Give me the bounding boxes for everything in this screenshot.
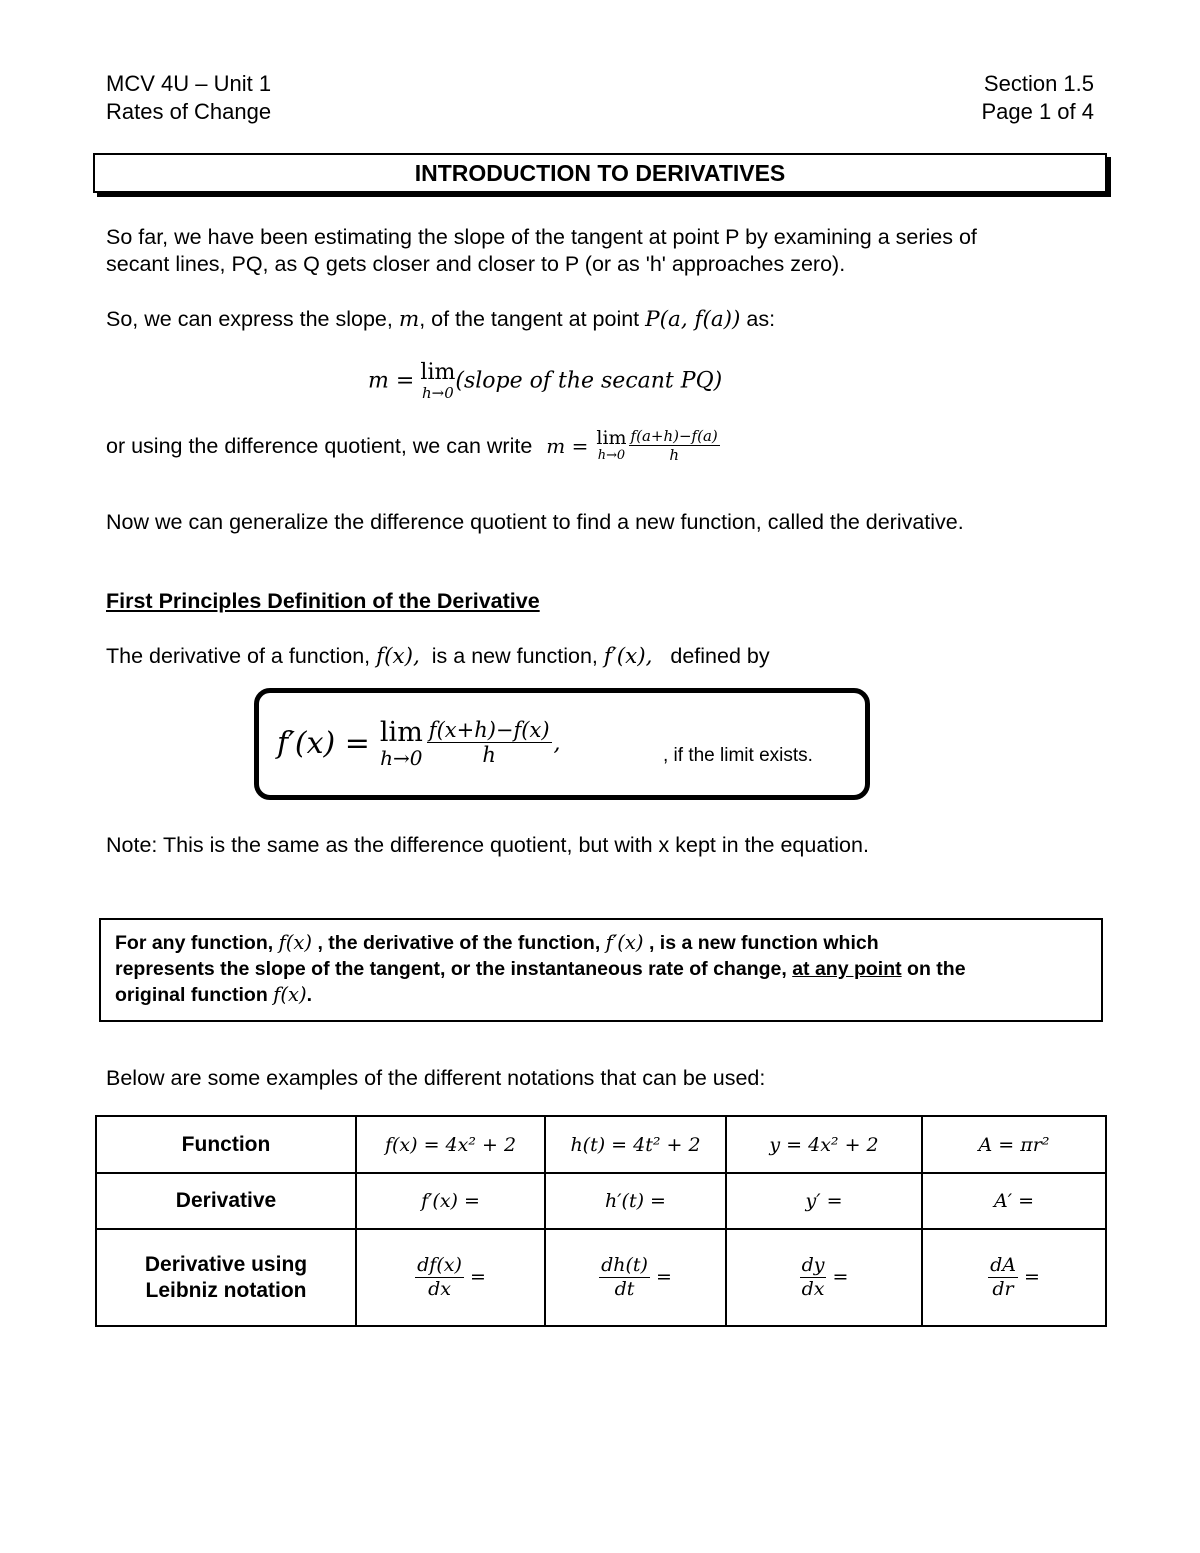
limit-lhs: m = — [368, 368, 415, 394]
table-row-derivative — [96, 1173, 1106, 1229]
definition-formula — [277, 707, 561, 779]
leibniz-eq: = — [656, 1265, 672, 1288]
definition-sentence — [106, 643, 1106, 670]
derivative-cell: y′ = — [726, 1173, 922, 1229]
formula-lhs: f′(x) = — [277, 725, 370, 761]
def-text-1: The derivative of a function, — [106, 644, 371, 668]
notations-intro: Below are some examples of the different notations that can be used: — [106, 1066, 766, 1090]
leibniz-num: dy — [801, 1253, 825, 1276]
summary-fpx: f′(x) — [605, 931, 644, 954]
function-cell: f(x) = 4x² + 2 — [356, 1116, 545, 1173]
summary-text-2: , the derivative of the function, — [317, 932, 601, 954]
leibniz-cell — [545, 1229, 726, 1326]
intro-line-1: So far, we have been estimating the slope of the tangent at point P by examining a series of — [106, 225, 977, 249]
function-cell: h(t) = 4t² + 2 — [545, 1116, 726, 1173]
leibniz-fraction — [988, 1255, 1018, 1301]
function-cell: y = 4x² + 2 — [726, 1116, 922, 1173]
slope-text-2: , of the tangent at point — [419, 307, 640, 331]
formula-fraction — [427, 718, 552, 768]
row-label-function: Function — [96, 1116, 356, 1173]
derivative-cell: f′(x) = — [356, 1173, 545, 1229]
formula-comma: , — [553, 730, 561, 756]
intro-paragraph — [106, 224, 1106, 278]
leibniz-num: dh(t) — [601, 1253, 648, 1276]
intro-line-2: secant lines, PQ, as Q gets closer and closer to P (or as 'h' approaches zero). — [106, 252, 846, 276]
dq-lhs: m = — [546, 434, 589, 459]
leibniz-eq: = — [469, 1265, 486, 1288]
def-fpx: f′(x), — [603, 644, 653, 669]
row-label-leibniz — [96, 1229, 356, 1326]
summary-line-3 — [115, 982, 1087, 1008]
slope-var: m — [398, 307, 420, 332]
difference-quotient-line — [106, 428, 720, 464]
lim-subscript: h→0 — [422, 384, 454, 402]
leibniz-num: df(x) — [417, 1253, 462, 1276]
leibniz-den: dt — [614, 1277, 635, 1300]
table-row-leibniz — [96, 1229, 1106, 1326]
def-text-3: defined by — [670, 644, 770, 668]
limit-condition: , if the limit exists. — [663, 745, 813, 766]
function-cell: A = πr² — [922, 1116, 1106, 1173]
notation-table — [95, 1115, 1107, 1327]
note-sentence: Note: This is the same as the difference quotient, but with x kept in the equation. — [106, 833, 869, 857]
leibniz-fraction — [599, 1255, 650, 1301]
summary-text-3: , is a new function which — [648, 932, 879, 954]
title-box — [93, 153, 1107, 193]
leibniz-fraction — [800, 1255, 827, 1301]
slope-sentence — [106, 306, 1106, 333]
page-number: Page 1 of 4 — [981, 99, 1094, 124]
definition-formula-box — [254, 688, 870, 800]
summary-period: . — [306, 984, 313, 1006]
dq-denominator: h — [669, 446, 679, 465]
leibniz-fraction — [415, 1255, 464, 1301]
summary-box — [99, 918, 1103, 1022]
limit-operator — [420, 362, 455, 401]
definition-heading: First Principles Definition of the Derivative — [106, 589, 540, 613]
summary-fx: f(x) — [278, 931, 313, 954]
summary-text-6: original function — [115, 984, 268, 1006]
leibniz-den: dr — [992, 1277, 1014, 1300]
derivative-cell: h′(t) = — [545, 1173, 726, 1229]
slope-text-3: as: — [746, 307, 776, 331]
summary-line-2 — [115, 956, 1087, 982]
leibniz-cell — [726, 1229, 922, 1326]
row-label-leibniz-2: Leibniz notation — [145, 1278, 307, 1302]
dq-limit — [596, 429, 626, 463]
limit-equation — [368, 362, 722, 401]
slope-text-1: So, we can express the slope, — [106, 307, 393, 331]
def-fx: f(x), — [376, 644, 420, 669]
limit-body: (slope of the secant PQ) — [455, 368, 723, 394]
page-title: INTRODUCTION TO DERIVATIVES — [414, 159, 786, 186]
dq-lim-sub: h→0 — [597, 448, 626, 464]
leibniz-den: dx — [801, 1277, 825, 1300]
lim-word: lim — [420, 360, 456, 385]
dq-text: or using the difference quotient, we can write — [106, 433, 533, 458]
formula-limit — [379, 716, 423, 770]
row-label-leibniz-1: Derivative using — [144, 1252, 308, 1276]
formula-denominator: h — [482, 742, 496, 767]
point-p: P(a, f(a)) — [645, 307, 741, 332]
summary-text-1: For any function, — [115, 932, 274, 954]
formula-numerator: f(x+h)−f(x) — [428, 717, 550, 742]
leibniz-eq: = — [1024, 1265, 1040, 1288]
summary-text-4: represents the slope of the tangent, or the instantaneous rate of change, — [115, 958, 787, 980]
generalize-sentence: Now we can generalize the difference quotient to find a new function, called the derivative. — [106, 510, 964, 534]
course-title: MCV 4U – Unit 1 — [106, 71, 272, 96]
summary-text-5: on the — [907, 958, 966, 980]
dq-lim-word: lim — [596, 427, 627, 450]
table-row-function — [96, 1116, 1106, 1173]
leibniz-den: dx — [428, 1277, 451, 1300]
unit-title: Rates of Change — [106, 99, 272, 124]
dq-numerator: f(a+h)−f(a) — [630, 427, 718, 445]
row-label-derivative: Derivative — [96, 1173, 356, 1229]
leibniz-cell — [356, 1229, 545, 1326]
leibniz-num: dA — [990, 1253, 1016, 1276]
summary-underlined: at any point — [792, 958, 902, 980]
summary-fx-2: f(x) — [273, 983, 307, 1006]
summary-line-1 — [115, 930, 1087, 956]
derivative-cell: A′ = — [922, 1173, 1106, 1229]
formula-lim-sub: h→0 — [380, 745, 423, 770]
section-label: Section 1.5 — [983, 71, 1094, 96]
leibniz-eq: = — [832, 1265, 849, 1288]
formula-lim-word: lim — [379, 716, 423, 748]
dq-fraction — [629, 428, 720, 464]
def-text-2: is a new function, — [431, 644, 598, 668]
leibniz-cell — [922, 1229, 1106, 1326]
